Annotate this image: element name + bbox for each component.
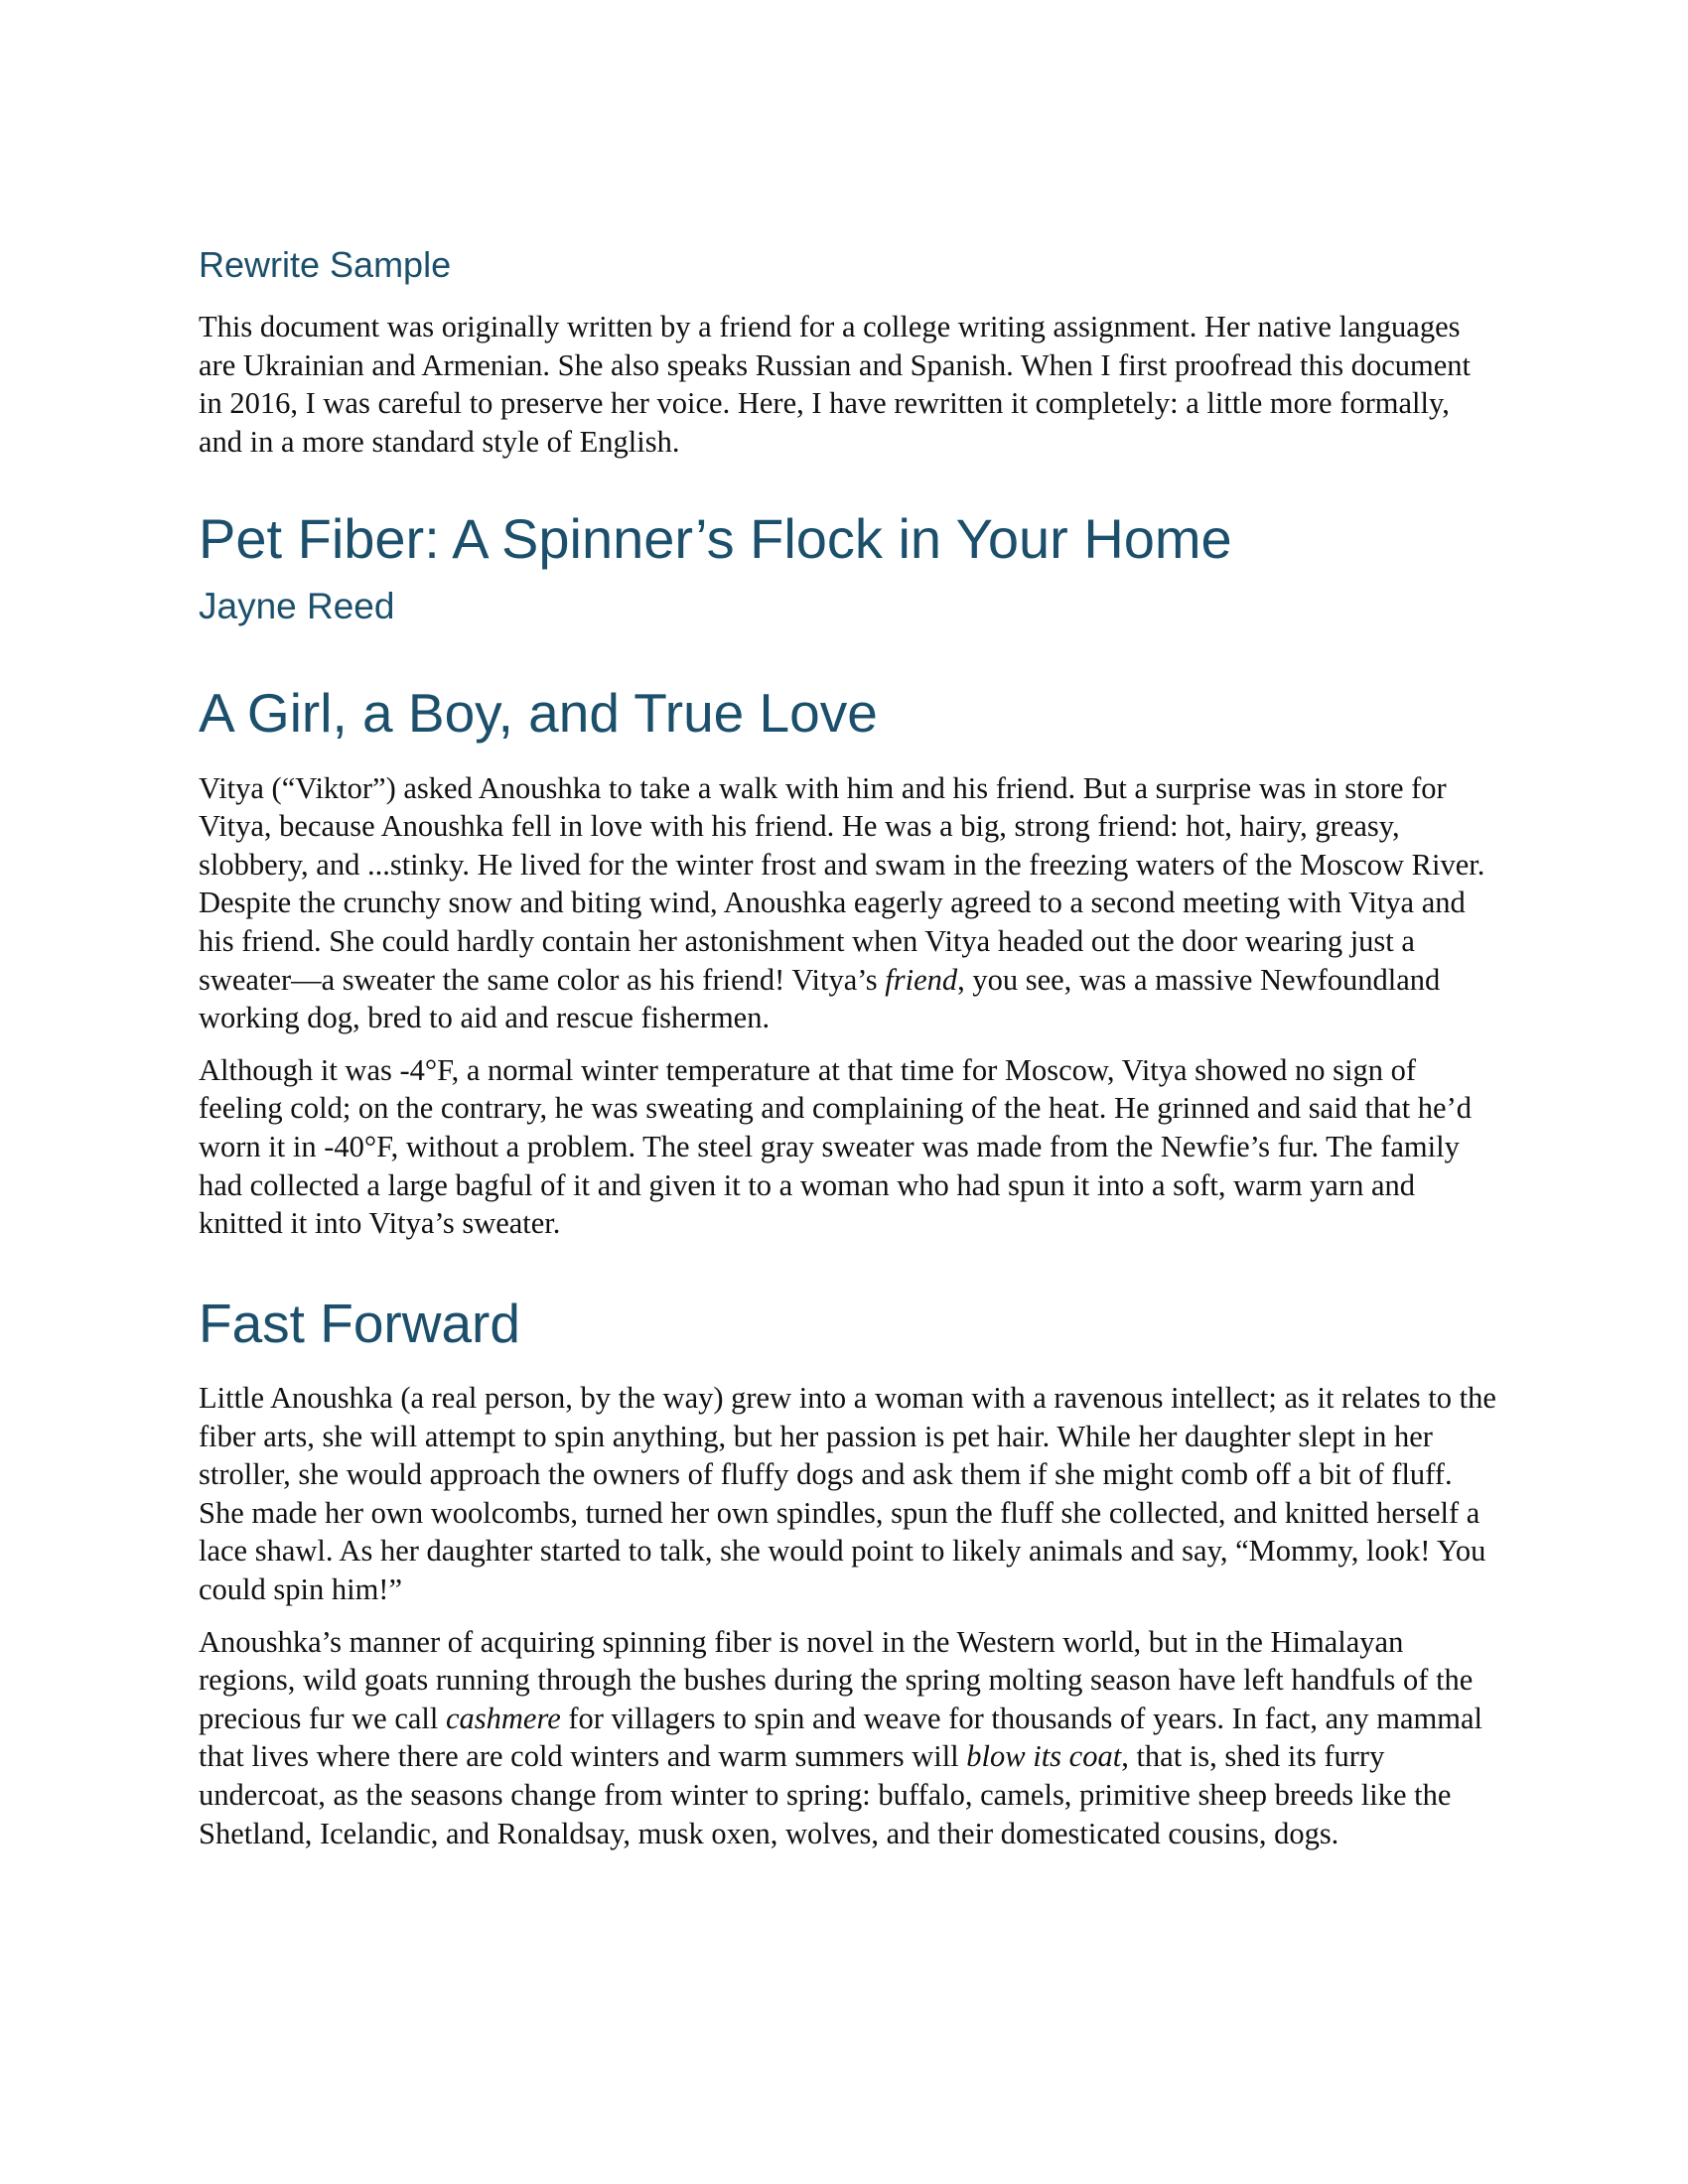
- section-heading-fast-forward: Fast Forward: [199, 1292, 520, 1354]
- author-name: Jayne Reed: [199, 585, 395, 626]
- section-1-p1-text-b: , you see, was a massive Newfoundland working dog, bred to aid and rescue fishermen.: [199, 962, 1441, 1035]
- document-page: [199, 243, 1499, 1866]
- section-heading-girl-boy-true-love: A Girl, a Boy, and True Love: [199, 682, 878, 745]
- section-2-paragraph-2: [199, 1623, 1499, 1853]
- section-2-p2-text-c: , that is, shed its furry undercoat, as the seasons change from winter to spring: buffalo, camels, primitive sheep breeds like the Shetland, Icelandic, and Ronaldsay, musk oxen, wolves, and their domesticated cousins, dogs.: [199, 1739, 1452, 1850]
- section-1-p1-italic: friend: [885, 962, 958, 997]
- section-2-p2-italic-cashmere: cashmere: [445, 1701, 561, 1735]
- section-2-p2-text-a: Anoushka’s manner of acquiring spinning fiber is novel in the Western world, but in the Himalayan regions, wild goats running through the bushes during the spring molting season have left handfuls of the precious fur we call: [199, 1624, 1474, 1735]
- document-title: Pet Fiber: A Spinner’s Flock in Your Home: [199, 506, 1232, 570]
- section-1-paragraph-2: Although it was -4°F, a normal winter temperature at that time for Moscow, Vitya showed no sign of feeling cold; on the contrary, he was sweating and complaining of the heat. He grinned and said that he’d worn it in -40°F, without a problem. The steel gray sweater was made from the Newfie’s fur. The family had collected a large bagful of it and given it to a woman who had spun it into a soft, warm yarn and knitted it into Vitya’s sweater.: [199, 1052, 1472, 1241]
- rewrite-sample-label: Rewrite Sample: [199, 244, 452, 285]
- section-2-p2-italic-blow-its-coat: blow its coat: [966, 1739, 1122, 1774]
- section-2-p2-text-b: for villagers to spin and weave for thousands of years. In fact, any mammal that lives where there are cold winters and warm summers will: [199, 1701, 1483, 1774]
- section-1-p1-text-a: Vitya (“Viktor”) asked Anoushka to take a walk with him and his friend. But a surprise was in store for Vitya, because Anoushka fell in love with his friend. He was a big, strong friend: hot, hairy, greasy, slobbery, and ...stinky. He lived for the winter frost and swam in the freezing waters of the Moscow River. Despite the crunchy snow and biting wind, Anoushka eagerly agreed to a second meeting with Vitya and his friend. She could hardly contain her astonishment when Vitya headed out the door wearing just a sweater—a sweater the same color as his friend! Vitya’s: [199, 770, 1485, 997]
- section-1-paragraph-1: [199, 769, 1499, 1037]
- section-2-paragraph-1: Little Anoushka (a real person, by the way) grew into a woman with a ravenous intellect; as it relates to the fiber arts, she will attempt to spin anything, but her passion is pet hair. While her daughter slept in her stroller, she would approach the owners of fluffy dogs and ask them if she might comb off a bit of fluff. She made her own woolcombs, turned her own spindles, spun the fluff she collected, and knitted herself a lace shawl. As her daughter started to talk, she would point to likely animals and say, “Mommy, look! You could spin him!”: [199, 1380, 1496, 1606]
- intro-paragraph: This document was originally written by a friend for a college writing assignment. Her native languages are Ukrainian and Armenian. She also speaks Russian and Spanish. When I first proofread this document in 2016, I was careful to preserve her voice. Here, I have rewritten it completely: a little more formally, and in a more standard style of English.: [199, 310, 1471, 459]
